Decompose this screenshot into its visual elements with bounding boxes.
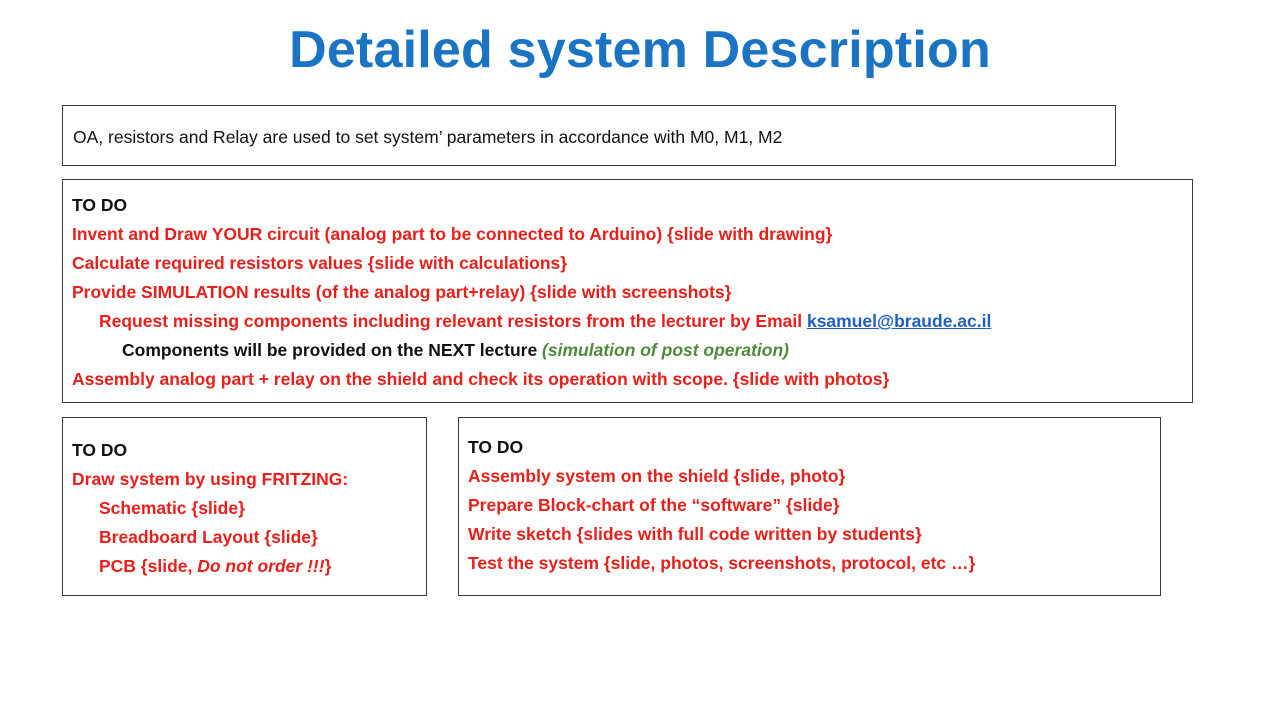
- lecturer-email-link[interactable]: ksamuel@braude.ac.il: [806, 311, 992, 331]
- todo-item-block-chart: Prepare Block-chart of the “software” {slide}: [468, 495, 840, 515]
- todo-item-calculate-resistors: Calculate required resistors values {slide with calculations}: [72, 253, 568, 273]
- todo-heading: TO DO: [72, 440, 128, 460]
- todo-item-draw-fritzing: Draw system by using FRITZING:: [72, 469, 349, 489]
- slide-title: Detailed system Description: [289, 21, 991, 79]
- pcb-prefix: PCB {slide,: [99, 556, 198, 576]
- todo-box-fritzing: [62, 417, 427, 596]
- todo-box-analog: [62, 179, 1193, 403]
- pcb-suffix: }: [324, 556, 332, 576]
- todo-item-request-components: [72, 307, 1183, 336]
- todo-item-components-note: [72, 336, 1183, 365]
- todo-box-system: [458, 417, 1161, 596]
- todo-heading: TO DO: [468, 437, 524, 457]
- intro-text-box: [62, 105, 1116, 166]
- todo-item-assembly-system: Assembly system on the shield {slide, photo}: [468, 466, 846, 486]
- todo-item-simulation: Provide SIMULATION results (of the analog part+relay) {slide with screenshots}: [72, 282, 732, 302]
- simulation-note: (simulation of post operation): [542, 340, 789, 360]
- todo-item-schematic: Schematic {slide}: [99, 498, 245, 518]
- pcb-warning: Do not order !!!: [197, 556, 325, 576]
- components-note-text: Components will be provided on the NEXT lecture: [122, 340, 543, 360]
- todo-heading: TO DO: [72, 195, 128, 215]
- todo-item-pcb: [72, 552, 417, 581]
- todo-item-invent-circuit: Invent and Draw YOUR circuit (analog part to be connected to Arduino) {slide with drawing}: [72, 224, 833, 244]
- todo-item-breadboard: Breadboard Layout {slide}: [99, 527, 318, 547]
- intro-text: OA, resistors and Relay are used to set system’ parameters in accordance with M0, M1, M2: [73, 127, 783, 147]
- request-components-text: Request missing components including relevant resistors from the lecturer by Email: [99, 311, 807, 331]
- todo-item-test-system: Test the system {slide, photos, screenshots, protocol, etc …}: [468, 553, 976, 573]
- todo-item-write-sketch: Write sketch {slides with full code written by students}: [468, 524, 922, 544]
- todo-item-assembly-analog: Assembly analog part + relay on the shield and check its operation with scope. {slide with photos}: [72, 369, 890, 389]
